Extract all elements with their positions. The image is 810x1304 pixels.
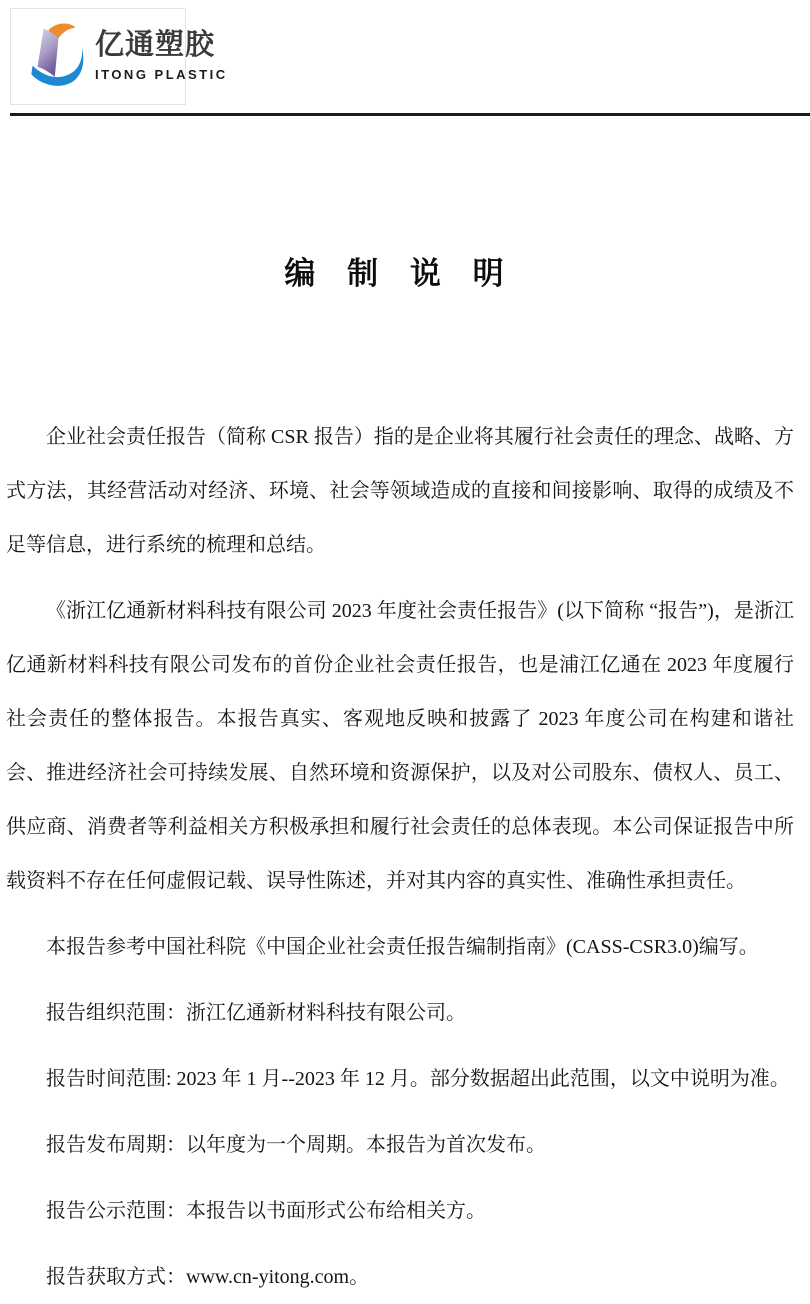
- page-title: 编 制 说 明: [284, 256, 516, 291]
- logo-text: [95, 30, 228, 82]
- logo-cn-name: 亿通塑胶: [95, 29, 216, 62]
- page-header: [0, 0, 800, 116]
- paragraph-csr-definition: 企业社会责任报告（简称 CSR 报告）指的是企业将其履行社会责任的理念、战略、方式方法，其经营活动对经济、环境、社会等领域造成的直接和间接影响、取得的成绩及不足等信息，进行系统的梳理和总结。: [6, 426, 794, 556]
- logo-mark-icon: [25, 20, 87, 94]
- paragraph-org-scope: 报告组织范围：浙江亿通新材料科技有限公司。: [46, 1002, 466, 1024]
- paragraph-publicity-scope: 报告公示范围：本报告以书面形式公布给相关方。: [46, 1200, 486, 1222]
- header-divider: [10, 113, 810, 116]
- paragraph-time-scope: 报告时间范围: 2023 年 1 月--2023 年 12 月。部分数据超出此范围，以文中说明为准。: [46, 1068, 790, 1090]
- logo-en-name: ITONG PLASTIC: [95, 67, 228, 83]
- paragraph-access-method: 报告获取方式：www.cn-yitong.com。: [46, 1266, 370, 1288]
- paragraph-release-cycle: 报告发布周期：以年度为一个周期。本报告为首次发布。: [46, 1134, 546, 1156]
- document-body: [6, 410, 794, 1304]
- paragraph-reference-standard: 本报告参考中国社科院《中国企业社会责任报告编制指南》(CASS-CSR3.0)编写。: [46, 936, 759, 958]
- paragraph-report-overview: 《浙江亿通新材料科技有限公司 2023 年度社会责任报告》(以下简称 “报告”)，是浙江亿通新材料科技有限公司发布的首份企业社会责任报告，也是浦江亿通在 2023 年度履行社会责任的整体报告。本报告真实、客观地反映和披露了 2023 年度公司在构建和谐社会、推进经济社会可持续发展、自然环境和资源保护，以及对公司股东、债权人、员工、供应商、消费者等利益相关方积极承担和履行社会责任的总体表现。本公司保证报告中所载资料不存在任何虚假记载、误导性陈述，并对其内容的真实性、准确性承担责任。: [6, 600, 794, 892]
- company-logo: [10, 8, 228, 105]
